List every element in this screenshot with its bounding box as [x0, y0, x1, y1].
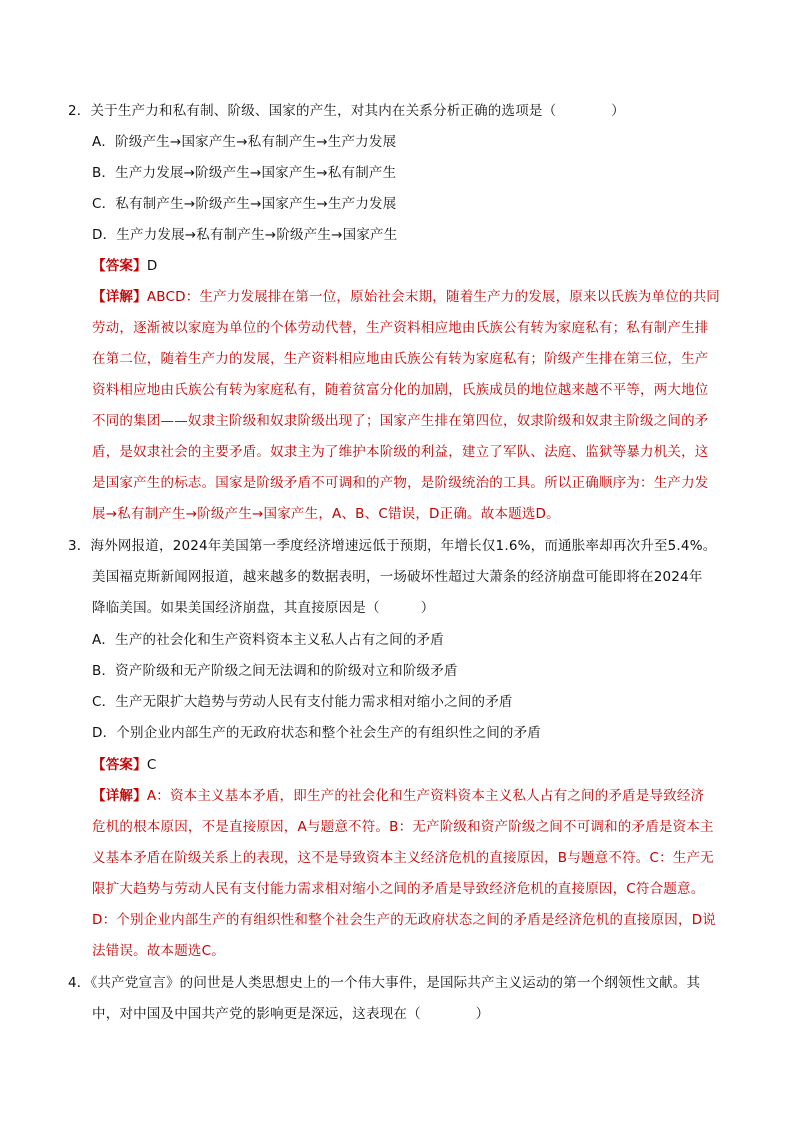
q4-stem-line: 4．《共产党宣言》的问世是人类思想史上的一个伟大事件，是国际共产主义运动的第一个纲领性文献。其	[68, 975, 701, 991]
q2-option-d: D．生产力发展→私有制产生→阶级产生→国家产生	[92, 227, 398, 243]
detail-text: ABCD：生产力发展排在第一位，原始社会末期，随着生产力的发展，原来以氏族为单位的共同	[146, 289, 720, 305]
q3-detail-line: 限扩大趋势与劳动人民有支付能力需求相对缩小之间的矛盾是导致经济危机的直接原因，C符合题意。	[92, 881, 705, 897]
detail-label: 【详解】	[92, 788, 147, 804]
q2-option-a: A．阶级产生→国家产生→私有制产生→生产力发展	[92, 134, 397, 150]
q2-detail-line: 展→私有制产生→阶级产生→国家产生，A、B、C错误，D正确。故本题选D。	[92, 506, 560, 522]
q3-detail-line	[92, 786, 704, 806]
q3-stem-line: 3．海外网报道，2024年美国第一季度经济增速远低于预期，年增长仅1.6%，而通胀率却再次升至5.4%。	[68, 538, 717, 554]
q3-option-a: A．生产的社会化和生产资料资本主义私人占有之间的矛盾	[92, 632, 444, 648]
answer-label: 【答案】	[92, 258, 147, 274]
q3-detail-line: D：个别企业内部生产的有组织性和整个社会生产的无政府状态之间的矛盾是经济危机的直接原因，D说	[92, 912, 716, 928]
answer-label: 【答案】	[92, 757, 147, 773]
q3-detail-line: 义基本矛盾在阶级关系上的表现，这不是导致资本主义经济危机的直接原因，B与题意不符。C：生产无	[92, 850, 714, 866]
q2-option-b: B．生产力发展→阶级产生→国家产生→私有制产生	[92, 165, 397, 181]
q2-detail-line	[92, 287, 720, 307]
answer-value: C	[146, 757, 157, 773]
q3-stem-line: 降临美国。如果美国经济崩盘，其直接原因是（ ）	[92, 600, 435, 616]
q2-detail-line: 不同的集团——奴隶主阶级和奴隶阶级出现了；国家产生排在第四位，奴隶阶级和奴隶主阶级之间的矛	[92, 413, 709, 429]
q2-stem: 2．关于生产力和私有制、阶级、国家的产生，对其内在关系分析正确的选项是（ ）	[68, 103, 625, 119]
q2-option-c: C．私有制产生→阶级产生→国家产生→生产力发展	[92, 196, 397, 212]
q2-detail-line: 盾，是奴隶社会的主要矛盾。奴隶主为了维护本阶级的利益，建立了军队、法庭、监狱等暴力机关，这	[92, 444, 709, 460]
q3-detail-line: 法错误。故本题选C。	[92, 943, 225, 959]
q3-answer	[92, 755, 156, 775]
answer-value: D	[146, 258, 158, 274]
q2-detail-line: 在第二位，随着生产力的发展，生产资料相应地由氏族公有转为家庭私有；阶级产生排在第三位，生产	[92, 351, 709, 367]
q2-detail-line: 劳动，逐渐被以家庭为单位的个体劳动代替，生产资料相应地由氏族公有转为家庭私有；私有制产生排	[92, 320, 709, 336]
q3-option-d: D．个别企业内部生产的无政府状态和整个社会生产的有组织性之间的矛盾	[92, 725, 541, 741]
q2-answer	[92, 256, 157, 276]
q2-detail-line: 是国家产生的标志。国家是阶级矛盾不可调和的产物，是阶级统治的工具。所以正确顺序为：生产力发	[92, 475, 709, 491]
q3-detail-line: 危机的根本原因，不是直接原因，A与题意不符。B：无产阶级和资产阶级之间不可调和的矛盾是资本主	[92, 819, 714, 835]
q3-stem-line: 美国福克斯新闻网报道，越来越多的数据表明，一场破坏性超过大萧条的经济崩盘可能即将在2024年	[92, 569, 703, 585]
detail-text: A：资本主义基本矛盾，即生产的社会化和生产资料资本主义私人占有之间的矛盾是导致经济	[146, 788, 705, 804]
q3-option-c: C．生产无限扩大趋势与劳动人民有支付能力需求相对缩小之间的矛盾	[92, 694, 513, 710]
q2-detail-line: 资料相应地由氏族公有转为家庭私有，随着贫富分化的加剧，氏族成员的地位越来越不平等，两大地位	[92, 382, 709, 398]
detail-label: 【详解】	[92, 289, 147, 305]
q3-option-b: B．资产阶级和无产阶级之间无法调和的阶级对立和阶级矛盾	[92, 663, 458, 679]
q4-stem-line: 中，对中国及中国共产党的影响更是深远，这表现在（ ）	[92, 1006, 490, 1022]
